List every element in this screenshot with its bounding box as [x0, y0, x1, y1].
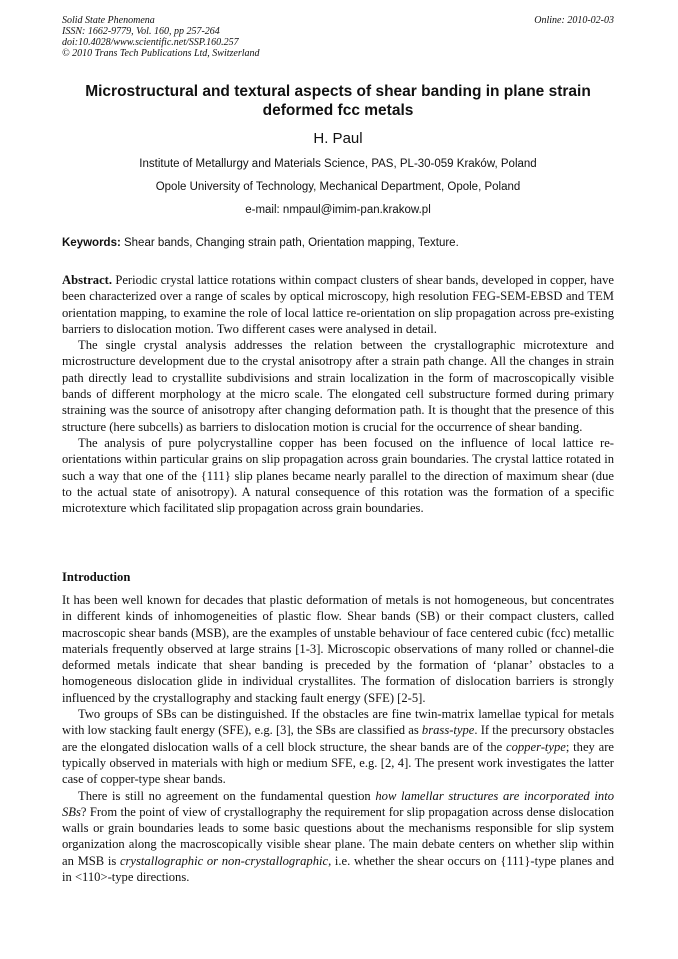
intro-p3-e: , i.e. whether the shear occurs on {111}-type planes and in <110>-type directions.: [62, 853, 614, 885]
introduction-section: [62, 592, 614, 885]
affiliation-1: Institute of Metallurgy and Materials Science, PAS, PL-30-059 Kraków, Poland: [139, 158, 537, 170]
journal-name: Solid State Phenomena: [62, 15, 155, 26]
intro-p3-a: There is still no agreement on the fundamental question: [78, 788, 376, 803]
intro-p2-c: . If the precursory obstacles are the elongated dislocation walls of a cell block structure, the shear bands are of the: [62, 723, 614, 754]
author: H. Paul: [313, 130, 363, 147]
intro-p3-b: how lamellar structures are incorporated into SBs: [62, 788, 614, 819]
keywords-label: Keywords:: [62, 237, 121, 249]
intro-p2-d: copper-type: [506, 739, 566, 754]
intro-paragraph-2: [62, 706, 614, 787]
affiliation-2: Opole University of Technology, Mechanical Department, Opole, Poland: [155, 181, 521, 193]
intro-p3-d: crystallographic or non-crystallographic: [119, 853, 329, 868]
doi-line: doi:10.4028/www.scientific.net/SSP.160.257: [62, 37, 239, 48]
intro-p3-c: ? From the point of view of crystallography the requirement for slip propagation across dense dislocation walls or grain boundaries leads to some basic questions about the mechanisms responsible for slip system organization along the macroscopically visible shear plane. The main debate centers on whether slip within an MSB is: [62, 804, 614, 868]
abstract-paragraph-2: The single crystal analysis addresses the relation between the crystallographic microtexture and microstructure development due to the crystal anisotropy after a strain path change. All the changes in strain path directly lead to crystallite subdivisions and strain localization in the form of macroscopically visible bands of different morphology at the micro scale. The elongated cell substructure formed during primary straining was the source of anisotropy after changing deformation path. It is thought that the presence of this structure (here subcells) as barriers to dislocation motion is crucial for the occurrence of shear banding.: [62, 338, 614, 434]
intro-paragraph-3: [62, 788, 614, 886]
title-line-1: Microstructural and textural aspects of shear banding in plane strain: [85, 83, 591, 100]
abstract-p1-text: Periodic crystal lattice rotations within compact clusters of shear bands, developed in copper, have been characterized over a range of scales by optical microscopy, high resolution FEG-SEM-EBSD and TEM orientation mapping, to examine the role of local lattice re-orientation on slip propagation across pre-existing barriers to dislocation motion. Two different cases were analysed in detail.: [62, 273, 614, 336]
intro-p2-e: ; they are typically observed in materials with high or medium SFE, e.g. [2, 4]. The present work investigates the latter case of copper-type shear bands.: [62, 739, 614, 787]
keywords: [62, 236, 614, 250]
keywords-text: Shear bands, Changing strain path, Orientation mapping, Texture.: [120, 237, 459, 249]
title-line-2: deformed fcc metals: [262, 102, 414, 119]
abstract-paragraph-3: The analysis of pure polycrystalline copper has been focused on the influence of local lattice re-orientations within particular grains on slip propagation across grain boundaries. The crystal lattice rotated in such a way that one of the {111} slip planes became nearly parallel to the direction of maximum shear (due to the actual state of anisotropy). A natural consequence of this rotation was the formation of a specific microtexture which facilitated slip propagation across grain boundaries.: [62, 435, 614, 516]
intro-p2-a: Two groups of SBs can be distinguished. If the obstacles are fine twin-matrix lamellae typical for metals with low stacking fault energy (SFE), e.g. [3], the SBs are classified as: [62, 707, 614, 738]
intro-paragraph-1: It has been well known for decades that plastic deformation of metals is not homogeneous, but concentrates in different kinds of inhomogeneities of plastic flow. Shear bands (SB) or their compact clusters, called macroscopic shear bands (MSB), are the examples of unstable behaviour of face centered cubic (fcc) metallic materials frequently observed at large strains [1-3]. Microscopic observations of many rolled or channel-die deformed metals indicate that shear banding is preceded by the formation of ‘planar’ obstacles to a homogeneous dislocation glide in individual crystallites. The formation of dislocation barriers is strongly influenced by the crystallography and stacking fault energy (SFE) [2-5].: [62, 593, 614, 705]
paper-title: [62, 82, 614, 120]
issn-line: ISSN: 1662-9779, Vol. 160, pp 257-264: [62, 26, 220, 37]
online-date: Online: 2010-02-03: [534, 15, 614, 26]
abstract-label: Abstract.: [62, 273, 113, 287]
section-heading-introduction: Introduction: [62, 570, 131, 584]
abstract-paragraph-1: [62, 272, 614, 337]
journal-header: [62, 15, 260, 59]
intro-p2-b: brass-type: [421, 723, 475, 738]
email-line: e-mail: nmpaul@imim-pan.krakow.pl: [245, 204, 431, 216]
abstract-section: [62, 272, 614, 516]
copyright-line: © 2010 Trans Tech Publications Ltd, Switzerland: [62, 48, 260, 59]
